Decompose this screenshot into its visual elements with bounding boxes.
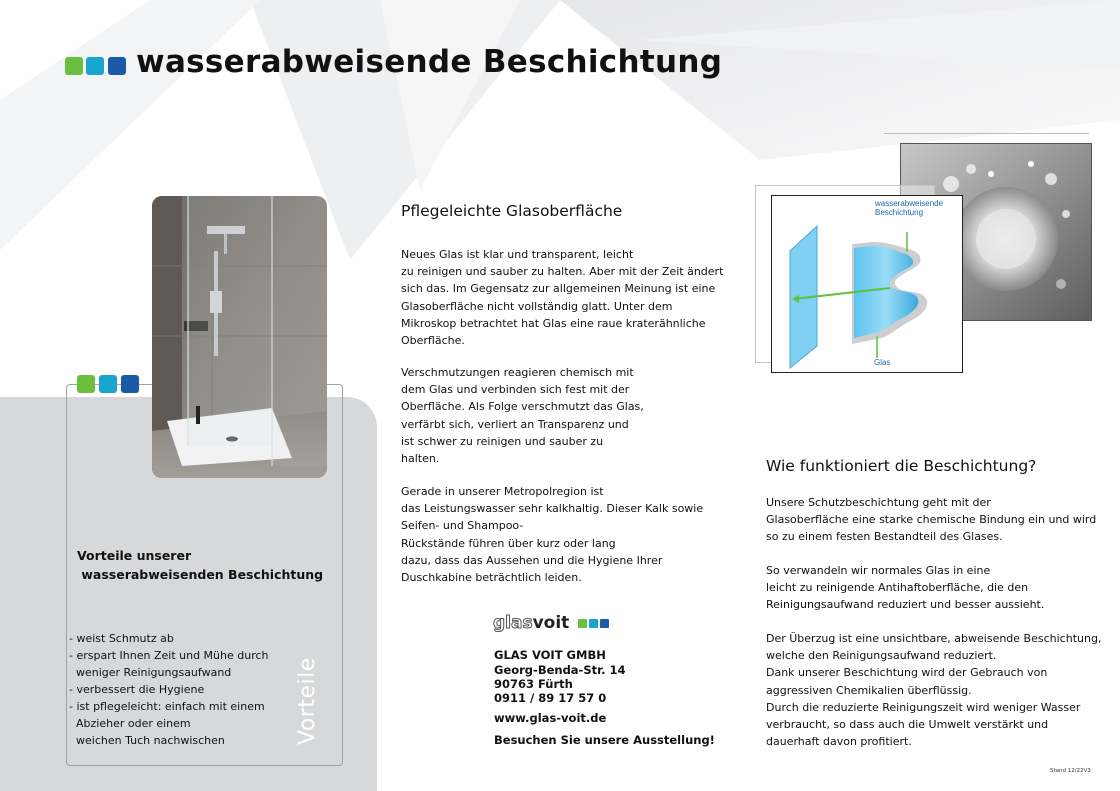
coating-label: [875, 199, 943, 217]
text-line: Oberfläche.: [401, 334, 465, 348]
list-item: - weist Schmutz ab: [69, 632, 174, 645]
text-line: Unsere Schutzbeschichtung geht mit der: [766, 496, 991, 509]
text-line: Dank unserer Beschichtung wird der Gebrauch von: [766, 666, 1048, 680]
logo-text-glas: glas: [493, 613, 533, 633]
list-item: weichen Tuch nachwischen: [69, 734, 225, 747]
company-street: Georg-Benda-Str. 14: [494, 663, 626, 677]
text-line: Der Überzug ist eine unsichtbare, abweisende Beschichtung,: [766, 632, 1102, 645]
blue-square: [108, 57, 126, 75]
text-line: verbraucht, so dass auch die Umwelt verstärkt und: [766, 718, 1049, 732]
text-line: dauerhaft davon profitiert.: [766, 735, 912, 749]
stand-footnote: Stand 12/22V3: [1050, 768, 1091, 774]
glass-label: Glas: [874, 358, 891, 367]
text-line: Duschkabine beträchtlich leiden.: [401, 571, 582, 585]
text-line: Mikroskop betrachtet hat Glas eine raue kraterähnliche: [401, 316, 706, 330]
text-line: Rückstände führen über kurz oder lang: [401, 536, 616, 550]
text-line: dem Glas und verbinden sich fest mit der: [401, 383, 630, 397]
how-paragraph-2: [766, 562, 1044, 614]
text-line: verfärbt sich, verliert an Transparenz und: [401, 417, 629, 431]
text-line: zu reinigen und sauber zu halten. Aber mit der Zeit ändert: [401, 265, 724, 279]
intro-paragraph-1: [401, 246, 723, 349]
company-phone: 0911 / 89 17 57 0: [494, 691, 607, 705]
text-line: Glasoberfläche nicht vollständig glatt. Unter dem: [401, 299, 673, 313]
text-line: leicht zu reinigende Antihaftoberfläche, die den: [766, 581, 1029, 595]
list-item: - erspart Ihnen Zeit und Mühe durch: [69, 649, 269, 662]
diagram-outline-back: [884, 133, 1089, 134]
text-line: So verwandeln wir normales Glas in eine: [766, 564, 991, 577]
text-line: das Leistungswasser sehr kalkhaltig. Dieser Kalk sowie: [401, 502, 704, 516]
advantages-title-line2: wasserabweisenden Beschichtung: [77, 567, 324, 582]
company-logo: [493, 613, 609, 633]
list-item: Abzieher oder einem: [69, 717, 191, 730]
logo-cyan-square: [589, 619, 598, 628]
vertical-label: Vorteile: [295, 657, 320, 745]
list-item: weniger Reinigungsaufwand: [69, 666, 232, 679]
coating-diagram: [771, 195, 963, 373]
text-line: dazu, dass das Aussehen und die Hygiene Ihrer: [401, 553, 663, 567]
how-heading: Wie funktioniert die Beschichtung?: [766, 457, 1037, 475]
exhibition-invite: Besuchen Sie unsere Ausstellung!: [494, 733, 715, 747]
coating-label-line2: Beschichtung: [875, 208, 924, 217]
text-line: Verschmutzungen reagieren chemisch mit: [401, 366, 634, 379]
text-line: Gerade in unserer Metropolregion ist: [401, 485, 604, 498]
advantages-title: [77, 546, 323, 584]
intro-paragraph-2: [401, 364, 644, 467]
advantages-list: [69, 630, 269, 749]
text-line: welche den Reinigungsaufwand reduziert.: [766, 649, 997, 663]
text-line: Seifen- und Shampoo-: [401, 519, 524, 533]
logo-blue-square: [600, 619, 609, 628]
text-line: halten.: [401, 452, 440, 466]
text-line: ist schwer zu reinigen und sauber zu: [401, 434, 604, 448]
green-square: [65, 57, 83, 75]
how-paragraph-3: [766, 630, 1101, 750]
text-line: Durch die reduzierte Reinigungszeit wird weniger Wasser: [766, 700, 1081, 714]
logo-green-square: [578, 619, 587, 628]
company-website[interactable]: www.glas-voit.de: [494, 711, 607, 725]
panel-cyan-square: [99, 375, 117, 393]
how-paragraph-1: [766, 494, 1096, 546]
company-city: 90763 Fürth: [494, 677, 573, 691]
list-item: - ist pflegeleicht: einfach mit einem: [69, 700, 265, 713]
panel-green-square: [77, 375, 95, 393]
logo-text-voit: voit: [532, 613, 570, 633]
text-line: sich das. Im Gegensatz zur allgemeinen Meinung ist eine: [401, 282, 716, 296]
shower-photo: [152, 196, 327, 478]
page-title: wasserabweisende Beschichtung: [136, 44, 723, 80]
advantages-title-line1: Vorteile unserer: [77, 548, 192, 563]
text-line: aggressiven Chemikalien überflüssig.: [766, 683, 972, 697]
text-line: Oberfläche. Als Folge verschmutzt das Glas,: [401, 400, 644, 414]
intro-paragraph-3: [401, 483, 703, 586]
text-line: Reinigungsaufwand reduziert und besser aussieht.: [766, 598, 1045, 612]
panel-blue-square: [121, 375, 139, 393]
text-line: Neues Glas ist klar und transparent, leicht: [401, 248, 634, 261]
coating-label-line1: wasserabweisende: [875, 199, 944, 208]
list-item: - verbessert die Hygiene: [69, 683, 205, 696]
text-line: Glasoberfläche eine starke chemische Bindung ein und wird: [766, 513, 1097, 527]
company-name: GLAS VOIT GMBH: [494, 648, 606, 662]
cyan-square: [86, 57, 104, 75]
intro-heading: Pflegeleichte Glasoberfläche: [401, 202, 623, 220]
text-line: so zu einem festen Bestandteil des Glases.: [766, 530, 1003, 544]
